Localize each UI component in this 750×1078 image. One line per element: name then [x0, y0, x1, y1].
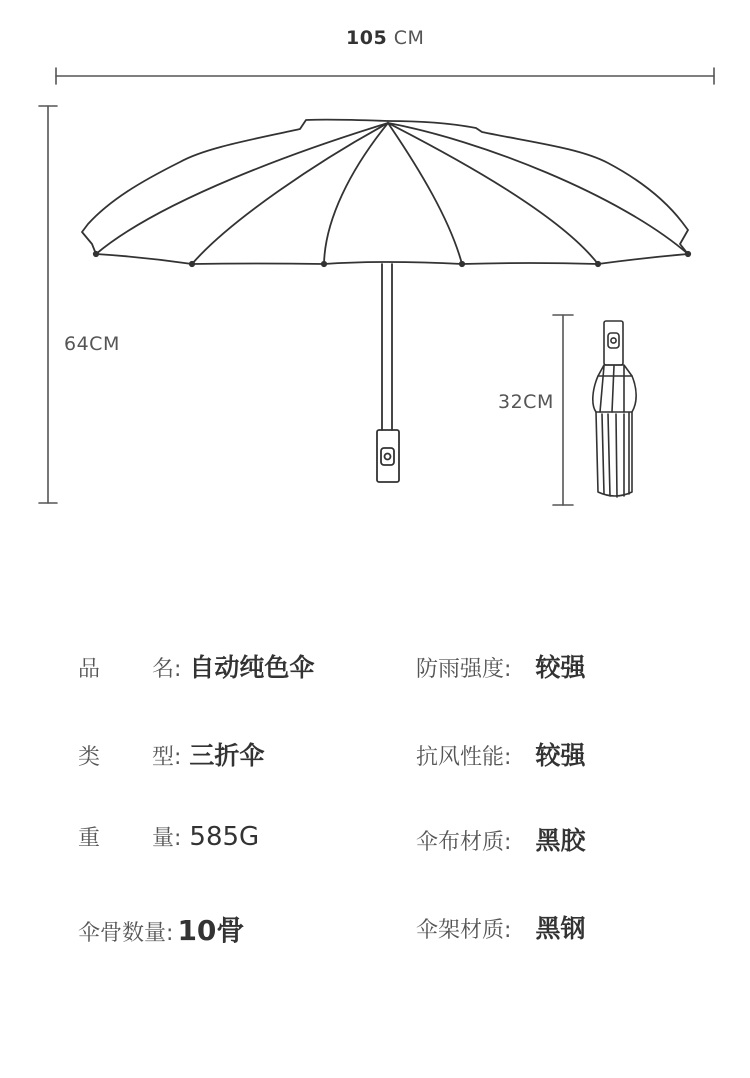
spec-frame-material: 伞架材质 : 黑钢	[416, 909, 585, 945]
spec-rain-resistance: 防雨强度 : 较强	[416, 648, 585, 684]
folded-length-label: 32CM	[498, 391, 554, 413]
spec-value: 585G	[189, 822, 260, 852]
width-dimension-label: 105 CM	[346, 27, 425, 49]
spec-type: 类型 : 三折伞	[78, 736, 264, 772]
height-dimension-label: 64CM	[64, 333, 120, 355]
spec-fabric-material: 伞布材质 : 黑胶	[416, 821, 585, 857]
spec-rib-count: 伞骨数量 : 10骨	[78, 909, 244, 949]
spec-key: 重量	[78, 826, 174, 851]
spec-key: 伞骨数量	[78, 921, 167, 946]
spec-key: 抗风性能	[416, 745, 505, 770]
spec-key: 伞布材质	[416, 830, 505, 855]
spec-product-name: 品名 : 自动纯色伞	[78, 648, 314, 684]
spec-weight: 重量 : 585G	[78, 822, 260, 852]
spec-key: 防雨强度	[416, 657, 505, 682]
spec-value: 较强	[535, 741, 586, 770]
spec-key: 类型	[78, 745, 174, 770]
spec-value: 较强	[535, 653, 586, 682]
spec-value: 自动纯色伞	[189, 653, 315, 682]
spec-wind-resistance: 抗风性能 : 较强	[416, 736, 585, 772]
spec-key: 伞架材质	[416, 918, 505, 943]
open-umbrella-drawing	[82, 120, 690, 482]
spec-key: 品名	[78, 657, 174, 682]
spec-value: 三折伞	[189, 741, 265, 770]
spec-value: 黑钢	[535, 914, 586, 943]
spec-value: 黑胶	[535, 826, 586, 855]
spec-value: 10骨	[177, 914, 245, 947]
folded-umbrella-drawing	[593, 321, 636, 497]
